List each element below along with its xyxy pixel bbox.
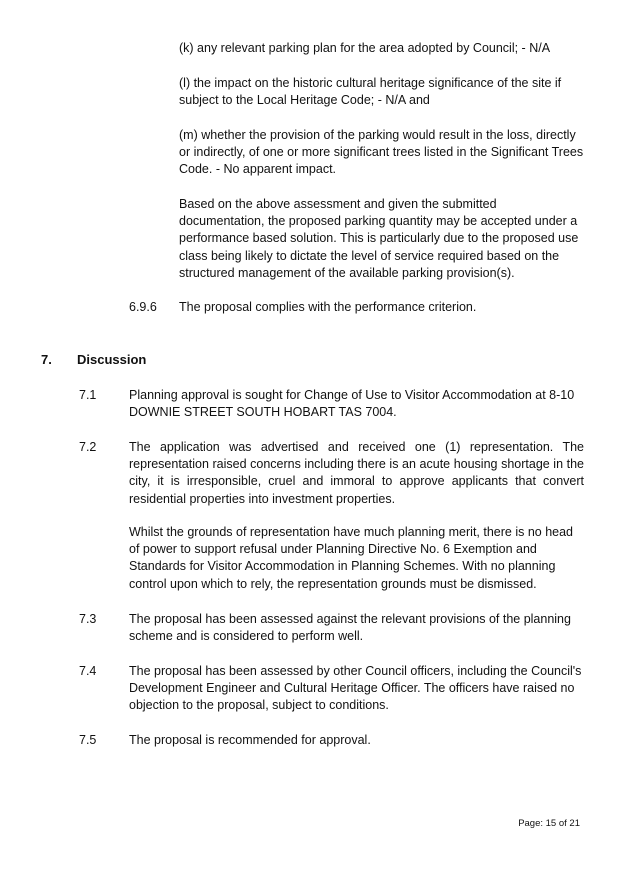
clause-number: 6.9.6 <box>129 300 157 314</box>
clause-text: The proposal complies with the performance criterion. <box>179 300 477 314</box>
item-number: 7.2 <box>79 440 97 454</box>
item-number: 7.1 <box>79 388 97 402</box>
item-k: (k) any relevant parking plan for the area adopted by Council; - N/A <box>179 41 551 55</box>
item-text: The proposal has been assessed against the relevant provisions of the planning scheme and is considered to perform well. <box>129 612 571 644</box>
item-number: 7.3 <box>79 612 97 626</box>
item-number: 7.5 <box>79 733 97 747</box>
item-text: The proposal has been assessed by other Council officers, including the Council's Development Engineer and Cultural Heritage Officer. The officers have raised no objection to the proposal, subject to conditions. <box>129 664 582 713</box>
item-text: The proposal is recommended for approval. <box>129 733 371 747</box>
item-m: (m) whether the provision of the parking would result in the loss, directly or indirectly, of one or more significant trees listed in the Significant Trees Code. - No apparent impact. <box>179 128 584 177</box>
assessment-paragraph: Based on the above assessment and given the submitted documentation, the proposed parking quantity may be accepted under a performance based solution. This is particularly due to the proposed use class being likely to dictate the level of service required based on the structured management of the available parking provision(s). <box>179 197 579 280</box>
section-number: 7. <box>41 352 52 367</box>
item-number: 7.4 <box>79 664 97 678</box>
item-l: (l) the impact on the historic cultural heritage significance of the site if subject to the Local Heritage Code; - N/A and <box>179 76 562 108</box>
item-text-continued: Whilst the grounds of representation have much planning merit, there is no head of power to support refusal under Planning Directive No. 6 Exemption and Standards for Visitor Accommodation in Planning Schemes. With no planning control upon which to rely, the representation grounds must be dismissed. <box>129 525 574 591</box>
page-number: Page: 15 of 21 <box>518 818 580 829</box>
item-text: The application was advertised and received one (1) representation. The representation raised concerns including there is an acute housing shortage in the city, it is irresponsible, cruel and immoral to approve applicants that convert residential properties into investment properties. <box>129 440 584 506</box>
section-title: Discussion <box>77 352 147 367</box>
item-text: Planning approval is sought for Change of Use to Visitor Accommodation at 8-10 DOWNIE STREET SOUTH HOBART TAS 7004. <box>129 388 575 420</box>
